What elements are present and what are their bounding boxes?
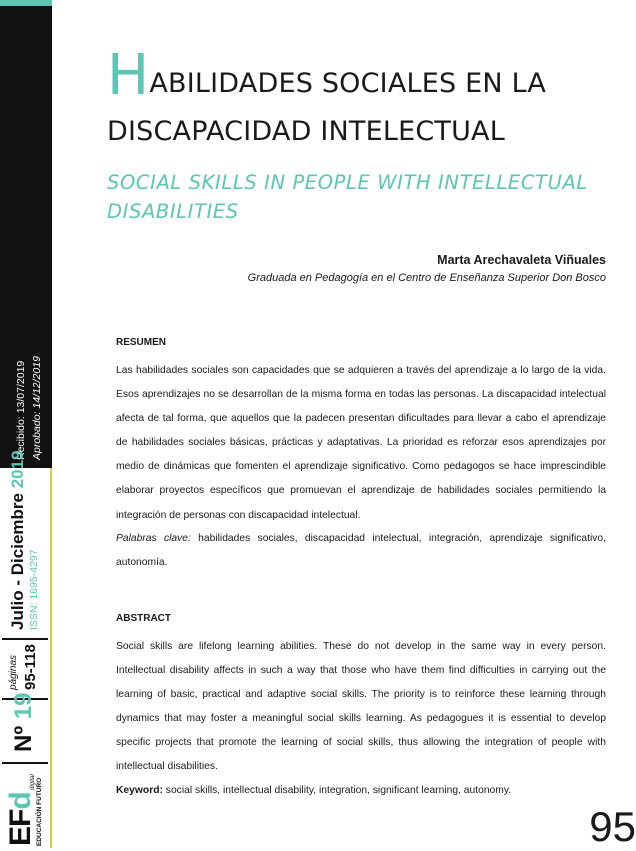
title-line1: ABILIDADES SOCIALES EN LA	[149, 68, 547, 99]
logo-digital-text: digital	[30, 774, 36, 790]
abstract-heading: ABSTRACT	[116, 613, 171, 624]
received-date: Recibido: 13/07/2019	[15, 360, 27, 460]
author-affiliation: Graduada en Pedagogía en el Centro de Enseñanza Superior Don Bosco	[247, 272, 606, 284]
keywords-label: Palabras clave:	[116, 533, 191, 544]
sidebar-separator	[2, 762, 48, 764]
resumen-keywords	[116, 527, 606, 575]
resumen-text: Las habilidades sociales son capacidades que se adquieren a través del aprendizaje a lo largo de la vida. Esos aprendizajes no se desarrollan de la misma forma en todas las personas. La discapacidad intelectual afecta de tal forma, que aquellos que la padecen presentan dificultades para llevar a cabo el aprendizaje de habilidades sociales básicas, prácticas y adaptativas. La prioridad es reforzar esos aprendizajes por medio de dinámicas que fomenten el aprendizaje significativo. Como pedagogos se hace imprescindible elaborar proyectos específicos que promuevan el aprendizaje de habilidades sociales permitiendo la integración de personas con discapacidad intelectual.	[116, 365, 606, 521]
abstract-keywords	[116, 779, 606, 803]
page-number: 95	[589, 803, 636, 850]
number-label: Nº	[10, 725, 37, 752]
issue-period	[8, 450, 28, 630]
issue-number	[10, 693, 38, 752]
pages-range: 95-118	[22, 644, 39, 690]
abstract-text: Social skills are lifelong learning abilities. These do not develop in the same way in every person. Intellectual disability affects in such a way that those who have them find difficulties in carrying out the learning of basic, practical and adaptive social skills. The priority is to reinforce these learning through dynamics that may foster a meaningful social skills learning. As pedagogues it is essential to develop specific projects that promote the learning of social skills, thus allowing the integration of people with intellectual disabilities.	[116, 641, 606, 773]
resumen-heading: RESUMEN	[116, 337, 167, 348]
keywords-text: habilidades sociales, discapacidad intelectual, integración, aprendizaje significativo, autonomía.	[116, 533, 606, 569]
sidebar-divider-line	[50, 468, 52, 848]
keyword-text: social skills, intellectual disability, integration, significant learning, autonomy.	[165, 785, 512, 796]
article-subtitle	[107, 168, 627, 226]
approved-date: Aprobado: 14/12/2019	[31, 356, 43, 460]
number-value: 19	[10, 692, 37, 720]
article-title	[107, 43, 617, 160]
title-line2: DISCAPACIDAD INTELECTUAL	[107, 116, 505, 147]
author-name: Marta Arechavaleta Viñuales	[437, 253, 606, 267]
title-initial: H	[107, 43, 150, 108]
efd-logo: EFd	[4, 792, 37, 846]
subtitle-line2: DISABILITIES	[107, 200, 239, 223]
keyword-label: Keyword:	[116, 785, 163, 796]
journal-sidebar	[0, 0, 52, 848]
year-text: 2019	[8, 450, 27, 489]
logo-subtitle: EDUCACIÓN FUTURO	[36, 777, 43, 846]
period-text: Julio - Diciembre	[8, 493, 27, 630]
pages-label: páginas	[8, 654, 19, 690]
sidebar-separator	[2, 638, 48, 640]
subtitle-line1: SOCIAL SKILLS IN PEOPLE WITH INTELLECTUAL	[107, 171, 588, 194]
issn: ISSN: 1695-4297	[28, 549, 40, 630]
